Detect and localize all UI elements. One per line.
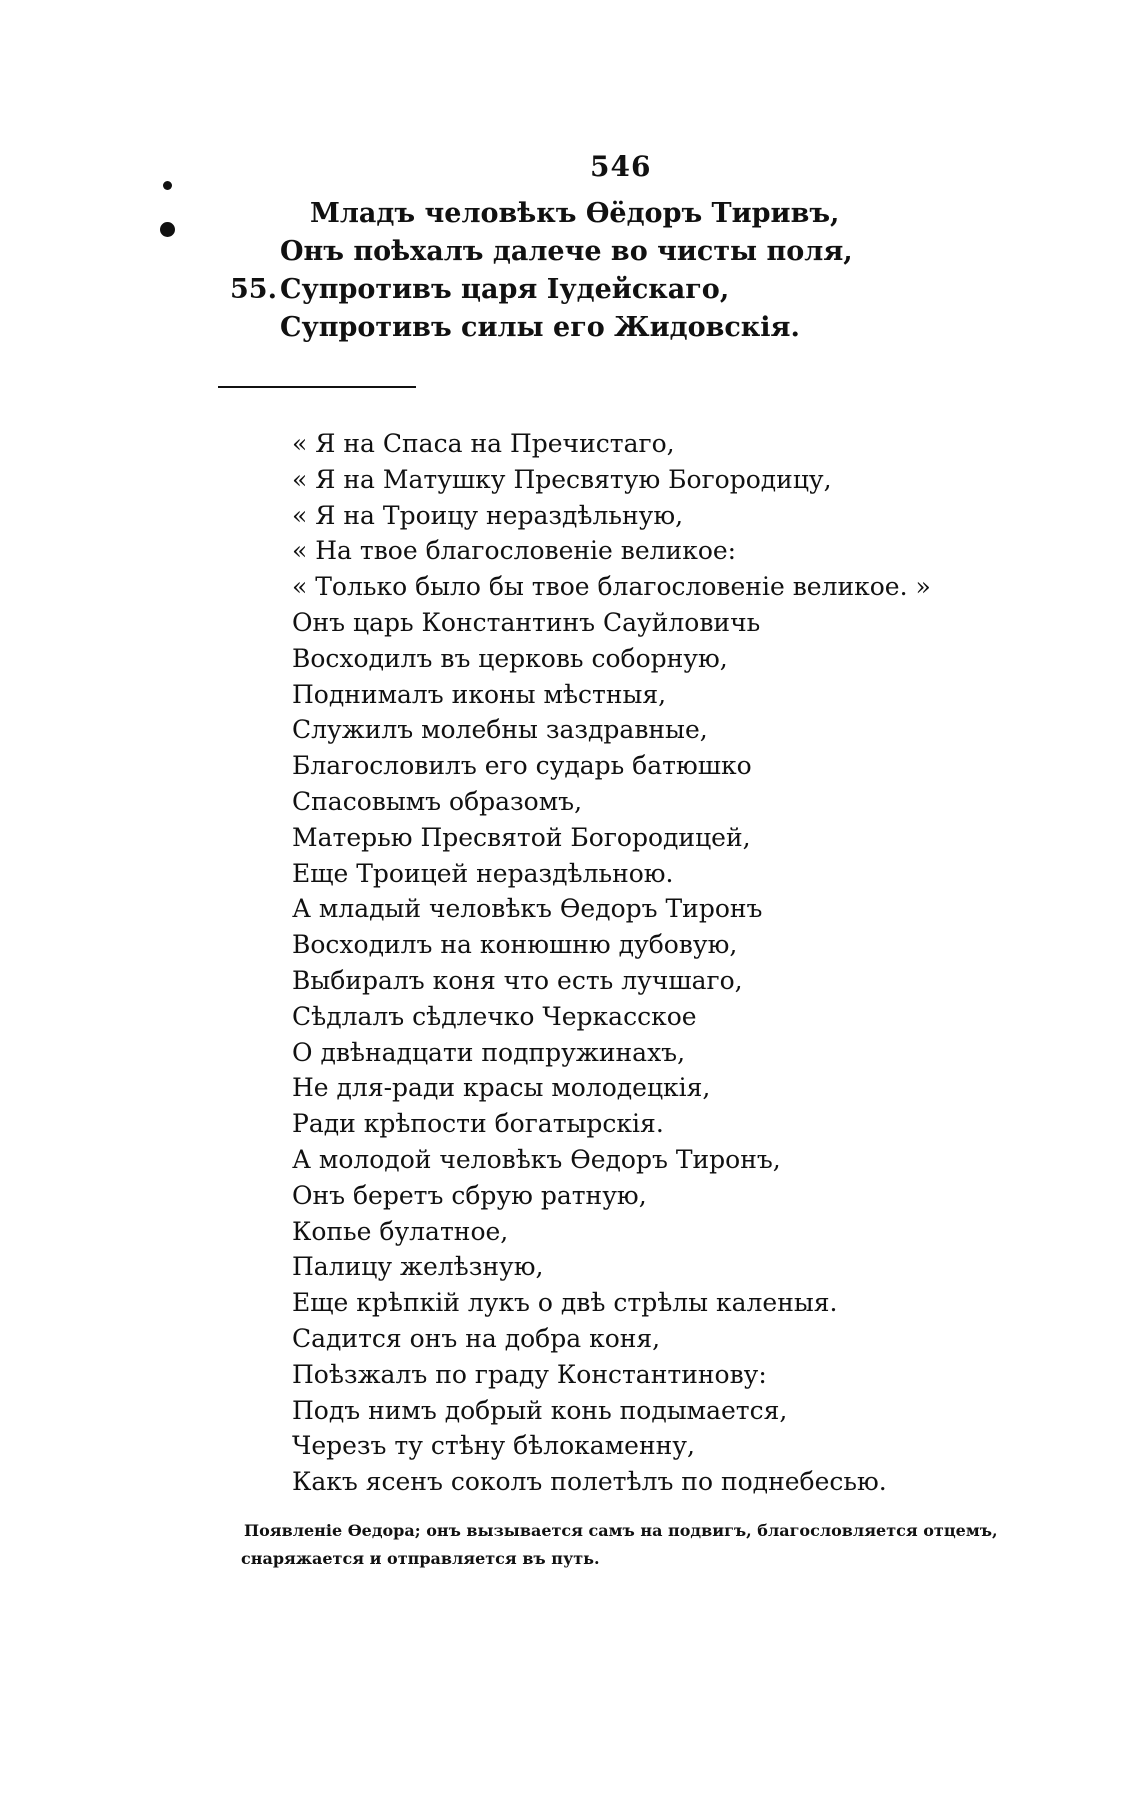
page-number: 546 bbox=[590, 150, 652, 183]
verse-line: Палицу желѣзную, bbox=[292, 1252, 544, 1282]
verse-line: Поѣзжалъ по граду Константинову: bbox=[292, 1359, 767, 1389]
verse-line: Онъ царь Константинъ Сауйловичь bbox=[292, 607, 761, 637]
footnote bbox=[241, 1517, 1034, 1573]
verse-line: Какъ ясенъ соколъ полетѣлъ по поднебесью. bbox=[292, 1467, 887, 1497]
verse-text: Супротивъ силы его Жидовскія. bbox=[280, 312, 800, 343]
verse-line: Восходилъ въ церковь соборную, bbox=[292, 643, 728, 673]
verse-line: Подъ нимъ добрый конь подымается, bbox=[292, 1395, 788, 1425]
poem-body bbox=[292, 426, 931, 1500]
footnote-line: Появленіе Ѳедора; онъ вызывается самъ на подвигъ, благословляется отцемъ, bbox=[244, 1521, 998, 1540]
section-divider bbox=[218, 386, 416, 388]
verse-line bbox=[230, 195, 853, 233]
verse-line: Благословилъ его сударь батюшко bbox=[292, 751, 752, 781]
verse-text: Онъ поѣхалъ далече во чисты поля, bbox=[280, 236, 853, 267]
verse-line: Не для-ради красы молодецкія, bbox=[292, 1073, 711, 1103]
verse-line: А младый человѣкъ Ѳедоръ Тиронъ bbox=[292, 894, 763, 924]
verse-line: « Я на Матушку Пресвятую Богородицу, bbox=[292, 464, 832, 494]
verse-line: Черезъ ту стѣну бѣлокаменну, bbox=[292, 1431, 695, 1461]
verse-line: Служилъ молебны заздравные, bbox=[292, 715, 708, 745]
verse-line: Спасовымъ образомъ, bbox=[292, 786, 583, 816]
verse-text: Супротивъ царя Іудейскаго, bbox=[280, 274, 730, 305]
verse-line: Матерью Пресвятой Богородицей, bbox=[292, 822, 751, 852]
verse-line: Садится онъ на добра коня, bbox=[292, 1323, 661, 1353]
verse-line: Восходилъ на конюшню дубовую, bbox=[292, 930, 738, 960]
top-stanza bbox=[230, 195, 853, 347]
verse-line: Копье булатное, bbox=[292, 1216, 509, 1246]
margin-dot-mark bbox=[160, 222, 175, 237]
verse-line: Сѣдлалъ сѣдлечко Черкасское bbox=[292, 1001, 697, 1031]
verse-line bbox=[230, 271, 853, 309]
verse-line: Еще Троицей нераздѣльною. bbox=[292, 858, 674, 888]
verse-line: О двѣнадцати подпружинахъ, bbox=[292, 1037, 686, 1067]
verse-text: Младъ человѣкъ Ѳёдоръ Тиривъ, bbox=[310, 198, 840, 229]
verse-line bbox=[230, 309, 853, 347]
verse-line: « Я на Троицу нераздѣльную, bbox=[292, 500, 684, 530]
verse-line: « Только было бы твое благословеніе великое. » bbox=[292, 572, 931, 602]
line-number: 55. bbox=[230, 274, 277, 305]
verse-line: Ради крѣпости богатырскія. bbox=[292, 1109, 664, 1139]
verse-line: « На твое благословеніе великое: bbox=[292, 536, 737, 566]
verse-line bbox=[230, 233, 853, 271]
margin-dot-mark bbox=[163, 181, 172, 190]
verse-line: А молодой человѣкъ Ѳедоръ Тиронъ, bbox=[292, 1144, 781, 1174]
footnote-line: снаряжается и отправляется въ путь. bbox=[241, 1549, 600, 1568]
verse-line: Выбиралъ коня что есть лучшаго, bbox=[292, 965, 743, 995]
verse-line: « Я на Спаса на Пречистаго, bbox=[292, 429, 675, 458]
verse-line: Еще крѣпкій лукъ о двѣ стрѣлы каленыя. bbox=[292, 1288, 838, 1318]
verse-line: Поднималъ иконы мѣстныя, bbox=[292, 679, 667, 709]
verse-line: Онъ беретъ сбрую ратную, bbox=[292, 1180, 647, 1210]
